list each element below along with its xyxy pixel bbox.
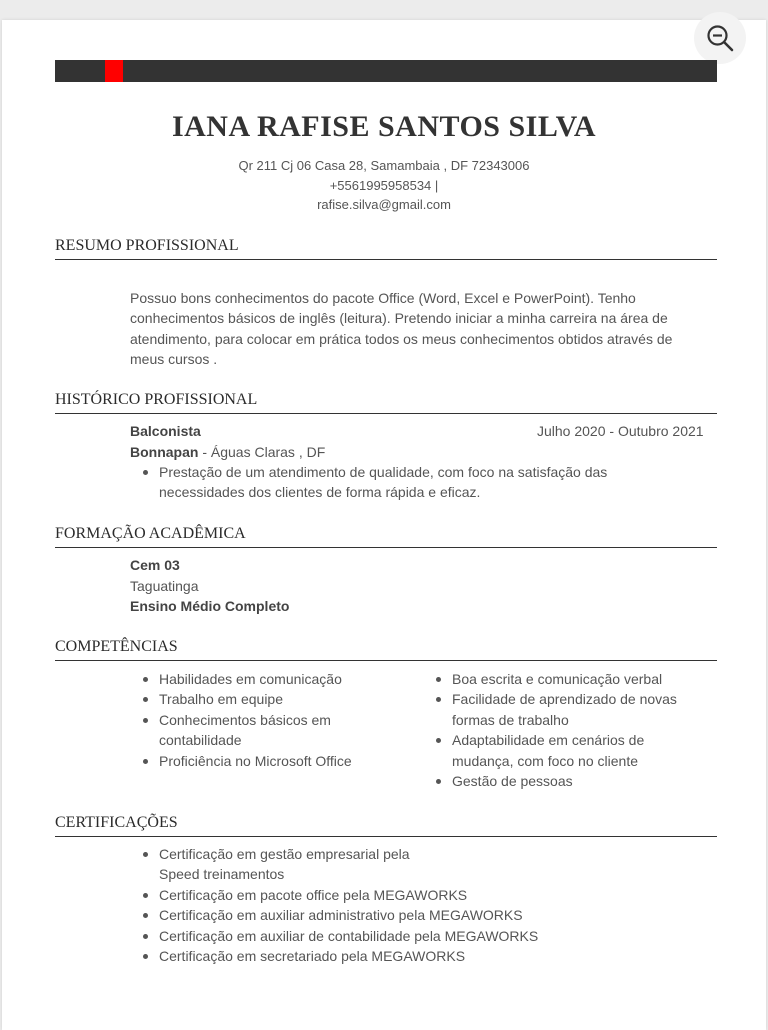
list-item-line: Certificação em secretariado pela MEGAWORKS — [159, 948, 466, 965]
resumo-line: meus cursos . — [130, 351, 218, 368]
resumo-text — [130, 288, 672, 370]
list-item-line: formas de trabalho — [452, 711, 569, 728]
zoom-out-icon — [705, 23, 735, 53]
job-company: Bonnapan — [130, 444, 199, 460]
skills-right-list — [423, 669, 717, 791]
school-name: Cem 03 — [130, 557, 180, 573]
list-item-line: Gestão de pessoas — [452, 773, 573, 790]
list-item — [130, 946, 717, 966]
section-title-historico: HISTÓRICO PROFISSIONAL — [55, 391, 717, 414]
candidate-name: IANA RAFISE SANTOS SILVA — [171, 110, 597, 143]
list-item — [130, 689, 410, 709]
skills-left-list — [130, 669, 410, 771]
list-item-line: Certificação em auxiliar de contabilidade pela MEGAWORKS — [159, 927, 539, 944]
header-bar — [55, 60, 717, 82]
list-item-line: Boa escrita e comunicação verbal — [452, 671, 663, 687]
list-item-line: contabilidade — [159, 732, 242, 749]
list-item-line: Proficiência no Microsoft Office — [159, 752, 352, 769]
list-item-line: Prestação de um atendimento de qualidade, com foco na satisfação das — [159, 464, 608, 480]
list-item-line: Certificação em gestão empresarial pela — [159, 846, 410, 862]
contact-email: rafise.silva@gmail.com — [317, 197, 451, 212]
resumo-line: conhecimentos básicos de inglês (leitura). Pretendo iniciar a minha carreira na área de — [130, 310, 668, 327]
list-item-line: Habilidades em comunicação — [159, 671, 342, 687]
list-item-line: Trabalho em equipe — [159, 691, 284, 708]
resumo-line: atendimento, para colocar em prática todos os meus conhecimentos obtidos através de — [130, 330, 673, 347]
zoom-out-button[interactable] — [694, 12, 746, 64]
section-title-competencias: COMPETÊNCIAS — [55, 638, 717, 661]
certifications-list — [130, 844, 717, 966]
list-item-line: Facilidade de aprendizado de novas — [452, 691, 677, 708]
section-title-certificacoes: CERTIFICAÇÕES — [55, 814, 717, 837]
list-item-line: Certificação em pacote office pela MEGAWORKS — [159, 886, 468, 903]
list-item — [130, 885, 717, 905]
contact-address: Qr 211 Cj 06 Casa 28, Samambaia , DF 72343006 — [238, 158, 530, 173]
list-item — [130, 669, 410, 689]
contact-phone: +5561995958534 | — [329, 178, 439, 193]
list-item-line: mudança, com foco no cliente — [452, 752, 638, 769]
job-company-line — [130, 442, 325, 462]
list-item — [130, 926, 717, 946]
job-location: - Águas Claras , DF — [198, 444, 326, 460]
header-accent — [105, 60, 123, 82]
list-item — [423, 669, 717, 689]
list-item-line: Conhecimentos básicos em — [159, 711, 331, 728]
list-item-line: Speed treinamentos — [159, 866, 285, 883]
job-duties — [130, 462, 607, 503]
list-item — [130, 844, 717, 885]
list-item — [423, 730, 717, 771]
job-role: Balconista — [130, 423, 201, 439]
job-period: Julho 2020 - Outubro 2021 — [537, 423, 704, 439]
list-item-line: Adaptabilidade em cenários de — [452, 732, 645, 749]
resumo-line: Possuo bons conhecimentos do pacote Office (Word, Excel e PowerPoint). Tenho — [130, 290, 636, 306]
school-city: Taguatinga — [130, 578, 199, 594]
list-item — [130, 462, 607, 503]
list-item — [130, 710, 410, 751]
section-title-formacao: FORMAÇÃO ACADÊMICA — [55, 525, 717, 548]
list-item — [130, 905, 717, 925]
list-item — [423, 689, 717, 730]
school-degree: Ensino Médio Completo — [130, 598, 290, 614]
list-item — [130, 751, 410, 771]
list-item-line: necessidades dos clientes de forma rápida e eficaz. — [159, 484, 481, 501]
list-item-line: Certificação em auxiliar administrativo pela MEGAWORKS — [159, 907, 523, 924]
list-item — [423, 771, 717, 791]
section-title-resumo: RESUMO PROFISSIONAL — [55, 237, 717, 260]
